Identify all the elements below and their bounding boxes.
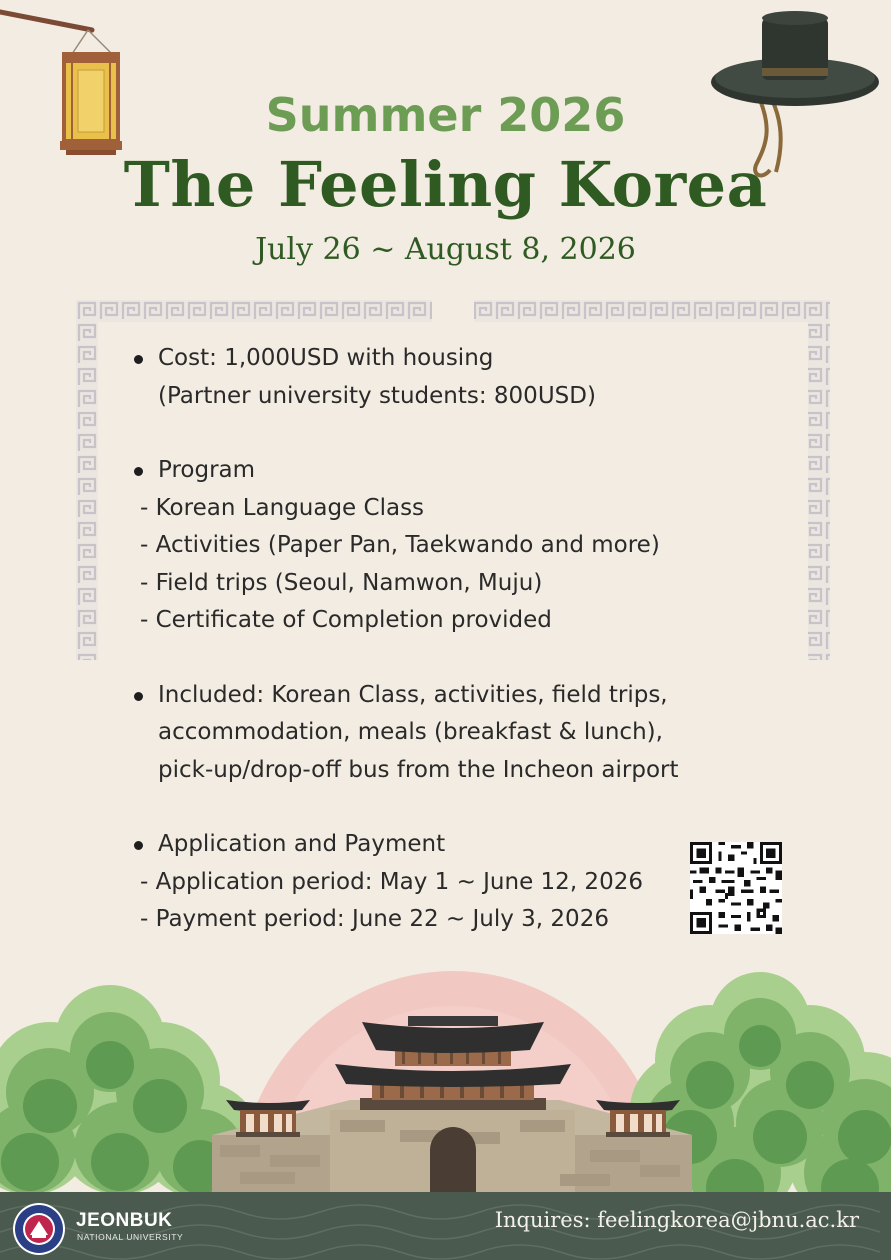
application-heading: Application and Payment xyxy=(130,826,770,864)
program-subtitle: Summer 2026 xyxy=(265,88,626,142)
application-section xyxy=(130,826,770,939)
payment-period: - Payment period: June 22 ~ July 3, 2026 xyxy=(140,906,609,932)
palace-gate-illustration xyxy=(0,960,891,1196)
program-item: - Field trips (Seoul, Namwon, Muju) xyxy=(140,569,543,596)
qr-code-icon[interactable] xyxy=(690,842,782,934)
cost-line: Cost: 1,000USD with housing xyxy=(130,340,770,378)
program-details xyxy=(130,340,770,939)
university-seal-icon xyxy=(12,1202,66,1256)
program-heading: Program xyxy=(130,452,770,490)
lantern-icon xyxy=(0,0,160,170)
cost-partner-line: (Partner university students: 800USD) xyxy=(158,382,596,409)
program-item: - Korean Language Class xyxy=(140,494,425,521)
program-item: - Activities (Paper Pan, Taekwando and more) xyxy=(140,532,660,558)
included-section xyxy=(130,677,770,790)
program-dates: July 26 ~ August 8, 2026 xyxy=(255,232,636,267)
program-section xyxy=(130,452,770,640)
page-title: The Feeling Korea xyxy=(123,148,768,221)
university-name: JEONBUK xyxy=(76,1210,173,1231)
included-line: pick-up/drop-off bus from the Incheon airport xyxy=(158,756,679,783)
contact-email[interactable]: Inquires: feelingkorea@jbnu.ac.kr xyxy=(494,1208,859,1232)
application-period: - Application period: May 1 ~ June 12, 2026 xyxy=(140,868,643,895)
university-subtitle: NATIONAL UNIVERSITY xyxy=(77,1232,184,1242)
cost-section xyxy=(130,340,770,415)
included-line: Included: Korean Class, activities, field trips, xyxy=(130,677,770,715)
program-item: - Certificate of Completion provided xyxy=(140,607,552,633)
included-line: accommodation, meals (breakfast & lunch), xyxy=(158,719,663,745)
